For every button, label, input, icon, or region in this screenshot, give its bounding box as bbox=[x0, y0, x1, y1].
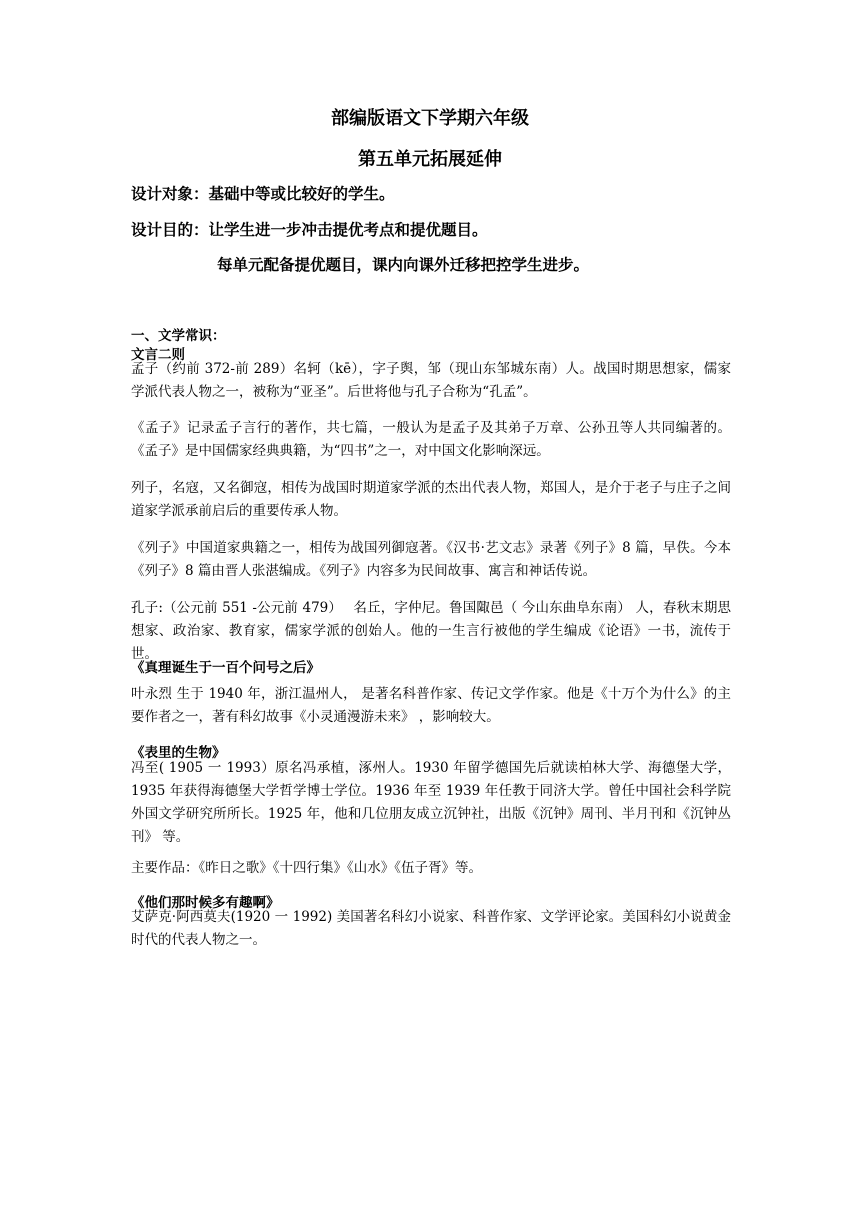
paragraph-liezi-book: 《列子》中国道家典籍之一，相传为战国列御寇著。《汉书·艺文志》录著《列子》8 篇，早佚。今本《列子》8 篇由晋人张湛编成。《列子》内容多为民间故事、寓言和神话传说。 bbox=[131, 540, 731, 579]
paragraph-mengzi: 孟子（约前 372-前 289）名轲（kē），字子舆，邹（现山东邹城东南）人。战国时期思想家，儒家学派代表人物之一，被称为“亚圣”。后世将他与孔子合称为“孔孟”。 bbox=[131, 361, 731, 400]
doc-title: 部编版语文下学期六年级 bbox=[331, 108, 529, 129]
design-note: 每单元配备提优题目，课内向课外迁移把控学生进步。 bbox=[217, 256, 590, 274]
design-goal: 设计目的：让学生进一步冲击提优考点和提优题目。 bbox=[131, 221, 488, 239]
sub-heading-fun: 《他们那时候多有趣啊》 bbox=[131, 895, 280, 911]
paragraph-kongzi: 孔子:（公元前 551 -公元前 479） 名丘，字仲尼。鲁国陬邑（ 今山东曲阜东南） 人，春秋末期思想家、政治家、教育家，儒家学派的创始人。他的一生言行被他的学生编成《论语》一书，流传于世。 bbox=[131, 600, 731, 662]
paragraph-asimov: 艾萨克·阿西莫夫(1920 一 1992) 美国著名科幻小说家、科普作家、文学评论家。美国科幻小说黄金时代的代表人物之一。 bbox=[131, 909, 731, 948]
sub-heading-watch: 《表里的生物》 bbox=[131, 745, 226, 761]
doc-subtitle: 第五单元拓展延伸 bbox=[358, 149, 502, 170]
paragraph-mengzi-book: 《孟子》记录孟子言行的著作，共七篇，一般认为是孟子及其弟子万章、公孙丑等人共同编著的。《孟子》是中国儒家经典典籍，为“四书”之一，对中国文化影响深远。 bbox=[131, 420, 731, 459]
sub-heading-truth: 《真理诞生于一百个问号之后》 bbox=[131, 660, 320, 676]
paragraph-feng-zhi: 冯至( 1905 一 1993）原名冯承植，涿州人。1930 年留学德国先后就读柏林大学、海德堡大学，1935 年获得海德堡大学哲学博士学位。1936 年至 1939 年任教于同济大学。曾任中国社会科学院外国文学研究所所长。1925 年，他和几位朋友成立沉钟社，出版《沉钟》周刊、半月刊和《沉钟丛刊》 等。 bbox=[131, 760, 731, 845]
paragraph-feng-zhi-works: 主要作品：《昨日之歌》《十四行集》《山水》《伍子胥》等。 bbox=[131, 860, 482, 876]
section-heading: 一、文学常识： bbox=[131, 328, 226, 344]
paragraph-liezi: 列子，名寇，又名御寇，相传为战国时期道家学派的杰出代表人物，郑国人，是介于老子与庄子之间道家学派承前启后的重要传承人物。 bbox=[131, 480, 731, 519]
sub-heading-classical: 文言二则 bbox=[131, 347, 185, 363]
paragraph-ye-yonglie: 叶永烈 生于 1940 年，浙江温州人， 是著名科普作家、传记文学作家。他是《十万个为什么》的主要作者之一，著有科幻故事《小灵通漫游未来》 ，影响较大。 bbox=[131, 686, 731, 725]
design-target: 设计对象：基础中等或比较好的学生。 bbox=[131, 185, 395, 203]
